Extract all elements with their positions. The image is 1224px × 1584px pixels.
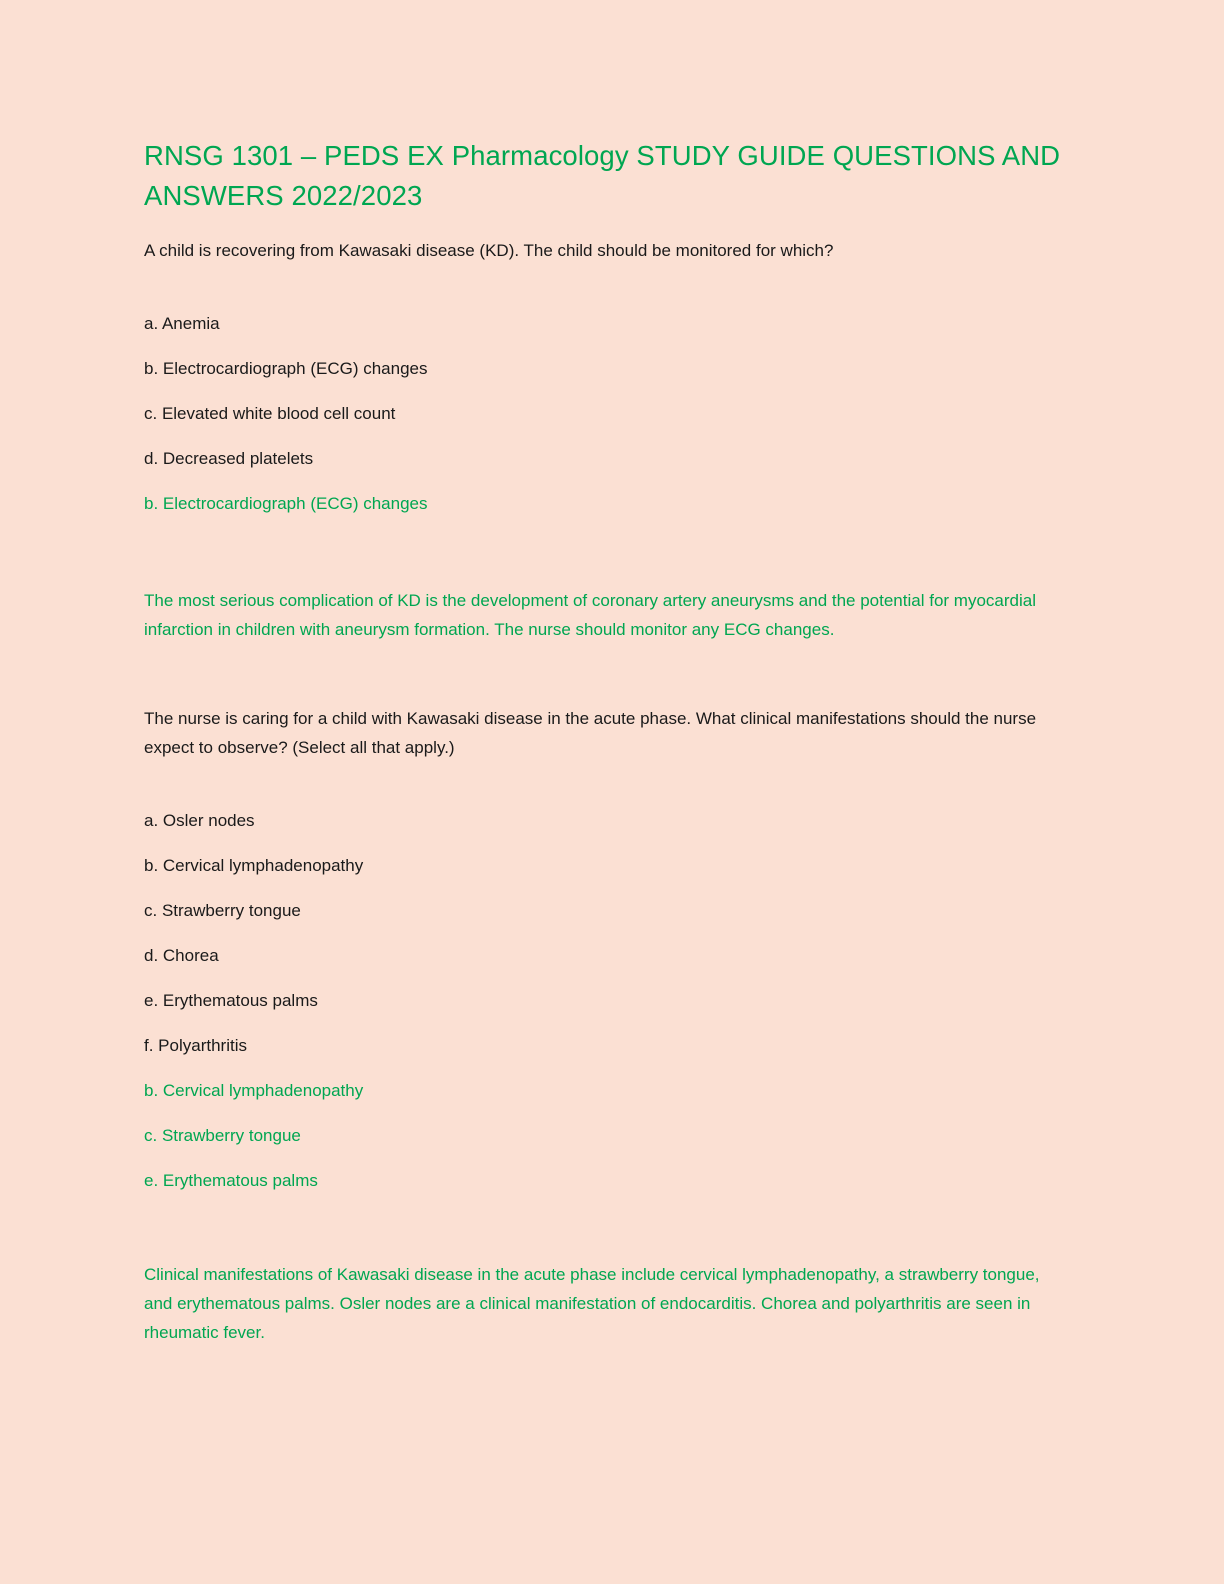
question-block-1 (144, 236, 1072, 644)
option-b[interactable]: b. Cervical lymphadenopathy (144, 856, 364, 875)
option-a[interactable]: a. Osler nodes (144, 811, 255, 830)
vertical-spacer (144, 762, 1072, 810)
vertical-spacer (144, 265, 1072, 313)
question-stem: A child is recovering from Kawasaki disease (KD). The child should be monitored for which? (144, 241, 834, 260)
section-spacer (144, 644, 1072, 704)
option-d[interactable]: d. Decreased platelets (144, 449, 314, 468)
option-d[interactable]: d. Chorea (144, 946, 219, 965)
option-a[interactable]: a. Anemia (144, 314, 220, 333)
vertical-spacer (144, 538, 1072, 586)
option-c[interactable]: c. Elevated white blood cell count (144, 404, 396, 423)
option-f[interactable]: f. Polyarthritis (144, 1036, 247, 1055)
option-e[interactable]: e. Erythematous palms (144, 991, 318, 1010)
question-block-2 (144, 704, 1072, 1347)
answer-line: b. Cervical lymphadenopathy (144, 1081, 364, 1100)
option-b[interactable]: b. Electrocardiograph (ECG) changes (144, 359, 428, 378)
answer-line: b. Electrocardiograph (ECG) changes (144, 494, 428, 513)
answer-line: e. Erythematous palms (144, 1171, 318, 1190)
option-c[interactable]: c. Strawberry tongue (144, 901, 301, 920)
answer-line: c. Strawberry tongue (144, 1126, 301, 1145)
vertical-spacer (144, 1215, 1072, 1260)
question-stem: The nurse is caring for a child with Kawasaki disease in the acute phase. What clinical manifestations should the nurse expect to observe? (Select all that apply.) (144, 709, 1037, 757)
document-content (144, 136, 1072, 1347)
page-title: RNSG 1301 – PEDS EX Pharmacology STUDY GUIDE QUESTIONS AND ANSWERS 2022/2023 (144, 140, 1061, 211)
rationale-text: The most serious complication of KD is the development of coronary artery aneurysms and the potential for myocardial infarction in children with aneurysm formation. The nurse should monitor any ECG changes. (144, 591, 1036, 639)
rationale-text: Clinical manifestations of Kawasaki disease in the acute phase include cervical lymphadenopathy, a strawberry tongue, and erythematous palms. Osler nodes are a clinical manifestation of endocarditis. Chorea and polyarthritis are seen in rheumatic fever. (144, 1265, 1040, 1342)
